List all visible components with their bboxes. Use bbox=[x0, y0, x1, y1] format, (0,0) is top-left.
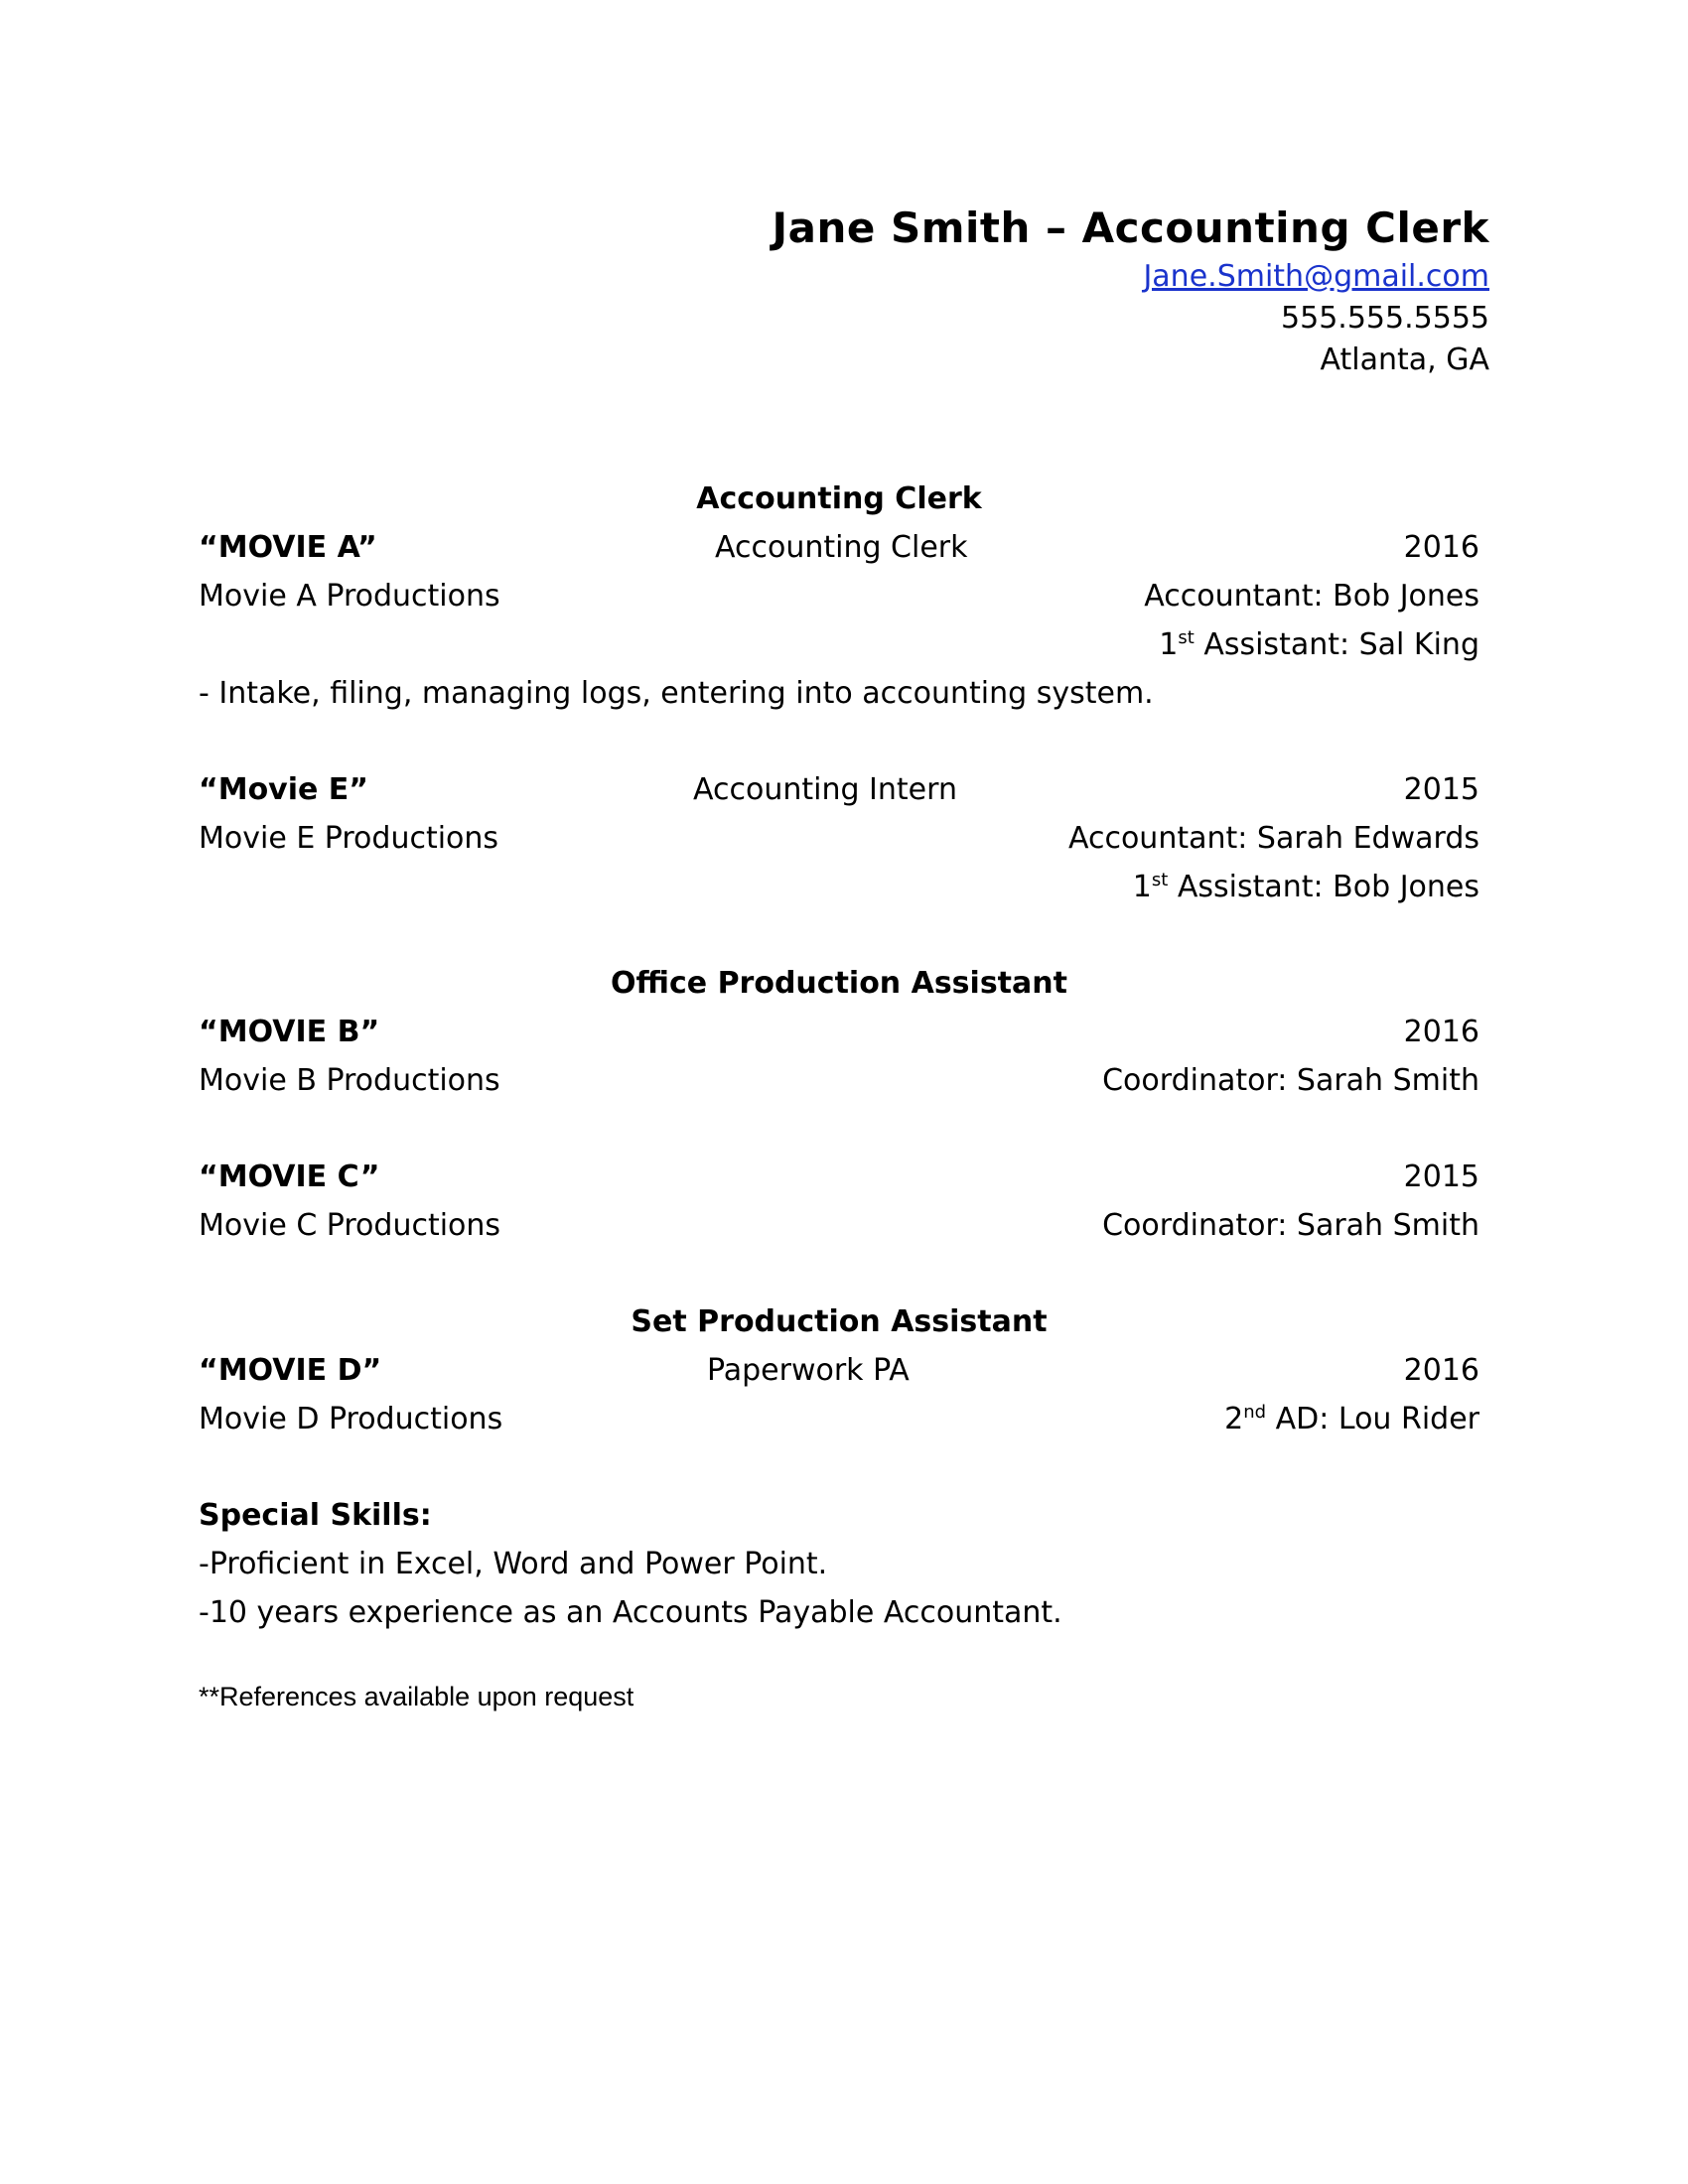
job-row-contact bbox=[199, 620, 1479, 669]
section-title-set: Set Production Assistant bbox=[631, 1304, 1048, 1339]
section-title-accounting: Accounting Clerk bbox=[696, 481, 982, 516]
job-row-contact bbox=[199, 863, 1479, 911]
job-title: “MOVIE C” bbox=[199, 1160, 380, 1194]
job-contact: Coordinator: Sarah Smith bbox=[1102, 1063, 1479, 1098]
job-company: Movie B Productions bbox=[199, 1063, 500, 1098]
job-role: Paperwork PA bbox=[707, 1353, 910, 1388]
job-title: “MOVIE D” bbox=[199, 1353, 382, 1388]
email-link-wrapper bbox=[773, 256, 1489, 298]
job-row-company bbox=[199, 1056, 1479, 1105]
job-year: 2016 bbox=[1403, 530, 1479, 565]
spacer bbox=[199, 1105, 1479, 1153]
resume-header bbox=[773, 201, 1489, 381]
email-link[interactable]: Jane.Smith@gmail.com bbox=[1143, 259, 1489, 294]
job-row-title bbox=[199, 1346, 1479, 1395]
job-contact: 2nd AD: Lou Rider bbox=[1224, 1402, 1479, 1436]
job-row-company bbox=[199, 1201, 1479, 1250]
job-role: Accounting Clerk bbox=[715, 530, 968, 565]
job-row-company bbox=[199, 572, 1479, 620]
job-note: - Intake, filing, managing logs, entering into accounting system. bbox=[199, 676, 1154, 711]
references-note: **References available upon request bbox=[199, 1682, 634, 1711]
job-row-company bbox=[199, 814, 1479, 863]
name-title: Jane Smith – Accounting Clerk bbox=[772, 204, 1489, 252]
job-contact: Accountant: Bob Jones bbox=[1144, 579, 1479, 614]
location: Atlanta, GA bbox=[1320, 342, 1489, 377]
job-contact: Accountant: Sarah Edwards bbox=[1067, 821, 1479, 856]
job-company: Movie D Productions bbox=[199, 1402, 503, 1436]
spacer bbox=[199, 911, 1479, 959]
job-year: 2016 bbox=[1403, 1015, 1479, 1049]
job-contact-secondary: 1st Assistant: Bob Jones bbox=[1132, 870, 1479, 904]
job-year: 2016 bbox=[1403, 1353, 1479, 1388]
job-year: 2015 bbox=[1403, 1160, 1479, 1194]
skill-item: -Proficient in Excel, Word and Power Point. bbox=[199, 1547, 828, 1581]
job-title: “MOVIE A” bbox=[199, 530, 377, 565]
job-row-title bbox=[199, 1008, 1479, 1056]
job-row-company bbox=[199, 1395, 1479, 1443]
phone-number: 555.555.5555 bbox=[1281, 301, 1489, 336]
job-row-title bbox=[199, 523, 1479, 572]
job-row-title bbox=[199, 765, 1479, 814]
job-contact: Coordinator: Sarah Smith bbox=[1102, 1208, 1479, 1243]
spacer bbox=[199, 1250, 1479, 1297]
job-company: Movie A Productions bbox=[199, 579, 500, 614]
job-year: 2015 bbox=[1403, 772, 1479, 807]
job-company: Movie E Productions bbox=[199, 821, 499, 856]
job-row-title bbox=[199, 1153, 1479, 1201]
skill-item: -10 years experience as an Accounts Payable Accountant. bbox=[199, 1595, 1062, 1630]
spacer bbox=[199, 718, 1479, 765]
job-title: “MOVIE B” bbox=[199, 1015, 380, 1049]
job-contact-secondary: 1st Assistant: Sal King bbox=[1159, 627, 1479, 662]
job-role: Accounting Intern bbox=[693, 772, 957, 807]
skills-title: Special Skills: bbox=[199, 1498, 432, 1533]
resume-body bbox=[199, 475, 1479, 1716]
job-company: Movie C Productions bbox=[199, 1208, 501, 1243]
section-title-office: Office Production Assistant bbox=[611, 966, 1067, 1001]
job-title: “Movie E” bbox=[199, 772, 369, 807]
spacer bbox=[199, 1443, 1479, 1491]
